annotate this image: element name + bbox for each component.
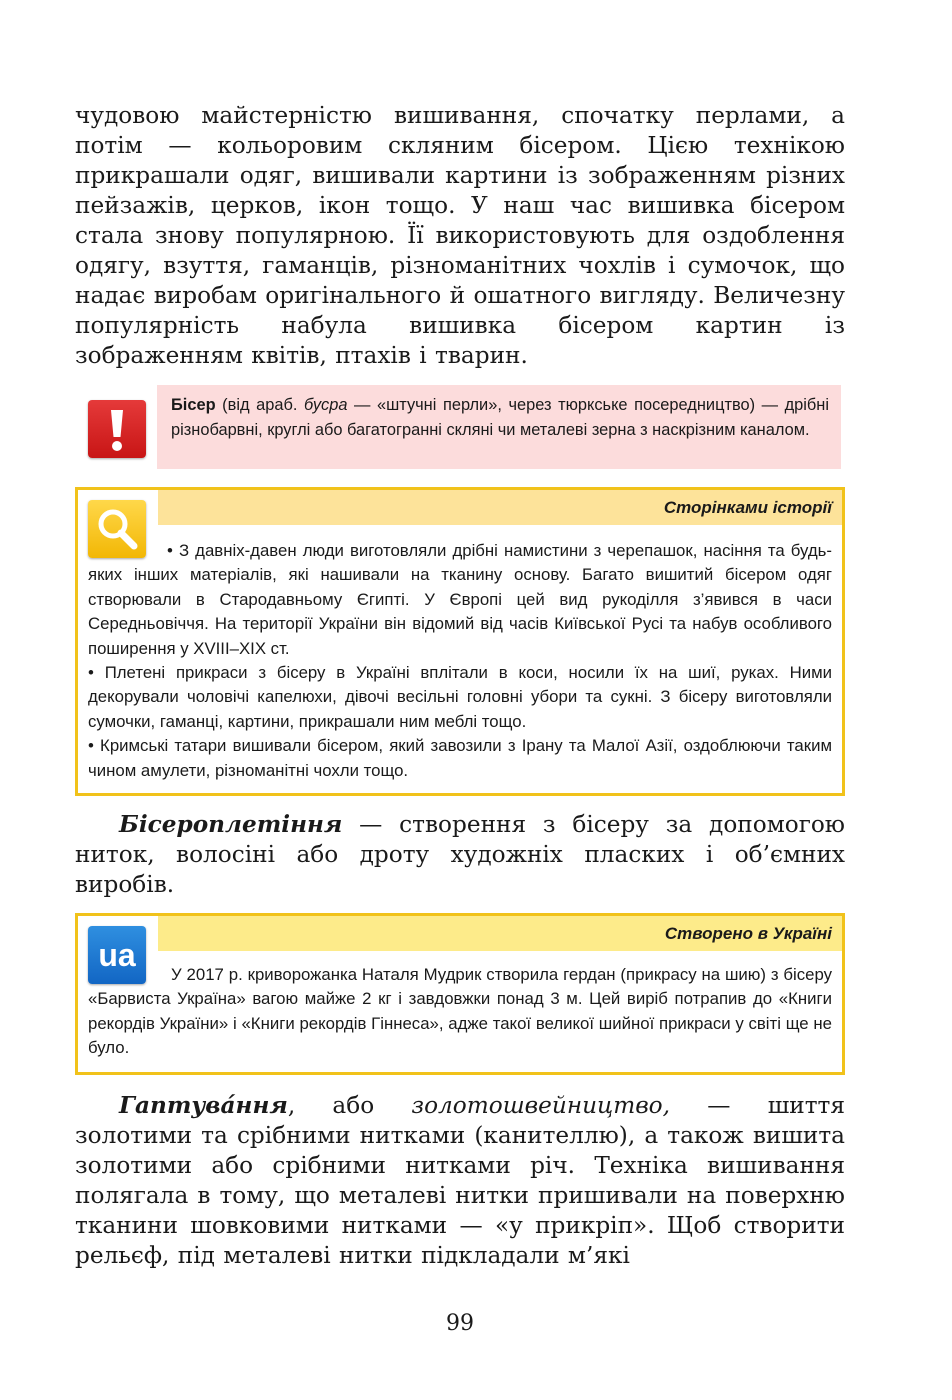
ukraine-box-body [88, 963, 832, 1061]
term-alt: золотошвейництво, [411, 1092, 671, 1119]
definition-text: — «штучні перли», через тюркське посередництво) — дрібні різнобарвні, круглі або багатогранні скляні чи металеві зерна з наскрізним каналом. [171, 396, 830, 439]
paragraph-embroidery [75, 1091, 845, 1271]
page-number: 99 [446, 1311, 474, 1336]
history-item: • Кримські татари вишивали бісером, який завозили з Ірану та Малої Азії, оздоблюючи таким чином амулети, різноманітні чохли тощо. [88, 736, 832, 780]
paragraph-beadweaving [75, 810, 845, 900]
paragraph-beadwork [75, 101, 845, 371]
definition-term: Бісер [171, 396, 216, 414]
ukraine-box-title: Створено в Україні [158, 916, 842, 951]
history-box-body [88, 539, 832, 783]
history-box [75, 487, 845, 796]
paragraph-text: чудовою майстерністю вишивання, спочатку перлами, а потім — кольоровим скляним бісером. Цією технікою прикрашали одяг, вишивали картини із зображенням різних пейзажів, церков, ікон тощо. У наш час вишивка бісером стала знову популярною. Її використовують для оздоблення одягу, взуття, гаманців, різноманітних чохлів і сумочок, що надає виробам оригінального й ошатного вигляду. Величезну популярність набула вишивка бісером картин із зображенням квітів, птахів і тварин. [75, 102, 845, 369]
ua-icon-label: ua [98, 937, 136, 973]
paragraph-text: — шиття золотими та срібними нитками (канителлю), а також вишита золотими або срібними нитками річ. Техніка вишивання полягала в тому, що металеві нитки пришивали на поверхню тканини шовковими нитками — «у прикріп». Щоб створити рельєф, під металеві нитки підкладали м’які [75, 1092, 845, 1269]
history-item: • З давніх-давен люди виготовляли дрібні намистини з черепашок, насіння та будь-яких інших матеріалів, які нашивали на тканину основу. Багато вишитий бісером одяг створювали в Стародавньому Єгипті. У Європі цей вид рукоділля з’явився в часи Середньовіччя. На території України він відомий від часів Київської Русі та набув особливого поширення у XVIII–XIX ст. [88, 541, 832, 658]
ukraine-box-text: У 2017 р. криворожанка Наталя Мудрик створила гердан (прикрасу на шию) з бісеру «Барвиста Україна» вагою майже 2 кг і завдовжки понад 3 м. Цей виріб потрапив до «Книги рекордів України» і «Книги рекордів Гіннеса», адже такої великої шийної прикраси у світі ще не було. [88, 965, 832, 1058]
term-beadweaving: Бісероплетіння [119, 811, 343, 838]
definition-box [157, 385, 841, 469]
history-box-title: Сторінками історії [158, 490, 842, 525]
definition-word: бусра [303, 396, 348, 414]
paragraph-text: , або [287, 1092, 412, 1119]
definition-text: (від араб. [215, 396, 304, 414]
exclamation-icon [88, 400, 146, 458]
term-embroidery: Гаптува́ння [119, 1092, 288, 1119]
history-item: • Плетені прикраси з бісеру в Україні вплітали в коси, носили їх на шиї, руках. Ними декорували чоловічі капелюхи, дівочі весільні головні убори та сукні. З бісеру виготовляли сумочки, гаманці, картини, прикрашали ним меблі тощо. [88, 663, 832, 731]
ukraine-box [75, 913, 845, 1075]
paragraph-text: — створення з бісеру за допомогою ниток, волосіні або дроту художніх пласких і об’ємних виробів. [75, 811, 845, 898]
